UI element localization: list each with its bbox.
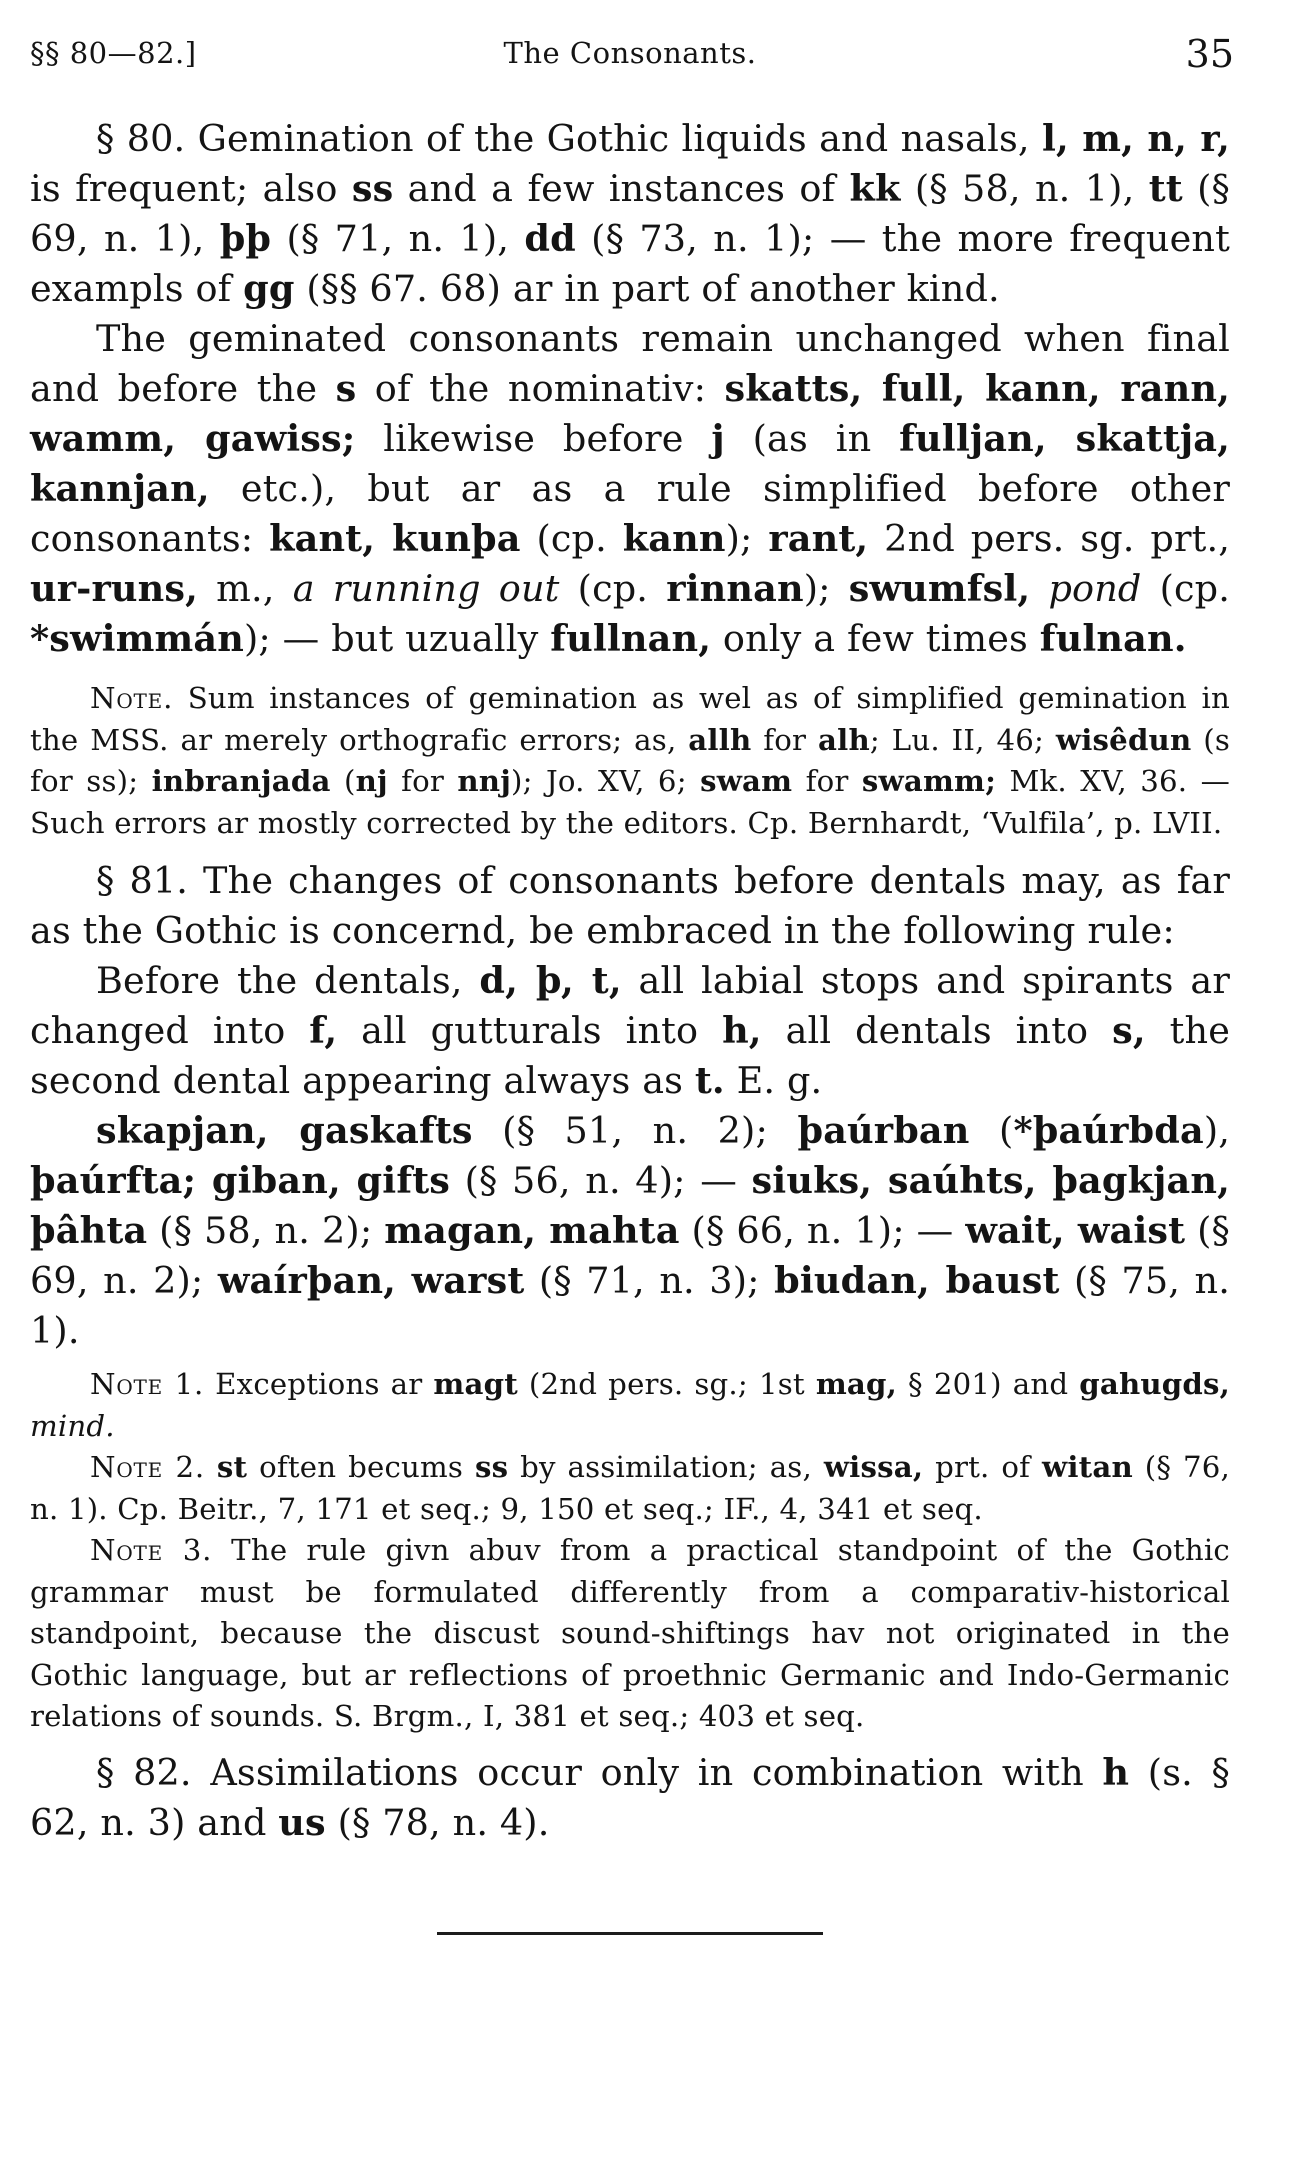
note-block-81: [30, 1364, 1230, 1738]
gothic-term: dd: [524, 217, 576, 260]
running-head: [30, 14, 1234, 76]
gothic-term: l, m, n, r,: [1041, 117, 1231, 160]
note-label: Note 3.: [90, 1533, 213, 1567]
gothic-term: s: [335, 367, 357, 410]
section-number: § 80.: [96, 117, 186, 160]
section-80-paragraph: § 80. Gemination of the Gothic liquids and nasals, l, m, n, r, is frequent; also ss and a few instances of kk (§ 58, n. 1), tt (§ 69, n. 1), þþ (§ 71, n. 1), dd (§ 73, n. 1); — the more frequent exampls of gg (§§ 67. 68) ar in part of another kind.: [30, 117, 1231, 310]
note-block-80: [30, 678, 1230, 844]
gothic-term: fulljan, skattja, kannjan,: [30, 417, 1230, 510]
gloss: a running out: [292, 567, 560, 610]
note-81-3: Note 3. The rule givn abuv from a practical standpoint of the Gothic grammar must be formulated differently from a comparativ-historical standpoint, because the discust sound-shiftings hav not originated in the Gothic language, but ar reflections of proethnic Germanic and Indo-Germanic relations of sounds. S. Brgm., I, 381 et seq.; 403 et seq.: [30, 1533, 1230, 1733]
note-80: Note. Sum instances of gemination as wel as of simplified gemination in the MSS. ar merely orthografic errors; as, allh for alh; Lu. II, 46; wisêdun (s for ss); inbranjada (nj for nnj); Jo. XV, 6; swam for swamm; Mk. XV, 36. — Such errors ar mostly corrected by the editors. Cp. Bernhardt, ‘Vulfila’, p. LVII.: [30, 681, 1231, 840]
note-label: Note.: [90, 681, 174, 715]
gothic-term: swumfsl,: [848, 567, 1031, 610]
dental-rule-paragraph: Before the dentals, d, þ, t, all labial stops and spirants ar changed into f, all gutturals into h, all dentals into s, the second dental appearing always as t. E. g.: [30, 959, 1230, 1102]
gothic-term: *swimmán: [30, 617, 245, 660]
gothic-term: skatts, full, kann, rann, wamm, gawiss;: [30, 367, 1230, 460]
gloss: pond: [1048, 567, 1142, 610]
section-82-paragraph: § 82. Assimilations occur only in combination with h (s. § 62, n. 3) and us (§ 78, n. 4).: [30, 1750, 1230, 1844]
gothic-term: þþ: [219, 217, 272, 260]
note-label: Note 1.: [90, 1367, 205, 1401]
gothic-term: j: [711, 417, 725, 460]
gothic-term: kann: [622, 517, 726, 560]
gothic-term: kant, kunþa: [269, 517, 521, 560]
running-title: The Consonants.: [503, 36, 757, 70]
note-label: Note 2.: [90, 1450, 205, 1484]
section-number: § 81.: [96, 859, 189, 902]
section-number: § 82.: [96, 1750, 192, 1794]
note-81-2: Note 2. st often becums ss by assimilation; as, wissa, prt. of witan (§ 76, n. 1). Cp. Beitr., 7, 171 et seq.; 9, 150 et seq.; IF., 4, 341 et seq.: [30, 1450, 1231, 1526]
gothic-term: rant,: [768, 517, 869, 560]
gothic-term: fulnan.: [1039, 617, 1187, 660]
gothic-term: tt: [1148, 167, 1183, 210]
geminated-consonants-paragraph: The geminated consonants remain unchanged when final and before the s of the nominativ: skatts, full, kann, rann, wamm, gawiss; likewise before j (as in fulljan, skattja, kannjan, etc.), but ar as a rule simplified before other consonants: kant, kunþa (cp. kann); rant, 2nd pers. sg. prt., ur-runs, m., a running out (cp. rinnan); swumfsl, pond (cp. *swimmán); — but uzually fullnan, only a few times fulnan.: [30, 317, 1231, 660]
gothic-term: ur-runs,: [30, 567, 199, 610]
end-rule-divider: [437, 1932, 823, 1935]
section-range: §§ 80—82.]: [30, 36, 197, 70]
gothic-term: gg: [243, 267, 295, 310]
gothic-term: ss: [351, 167, 394, 210]
page-number: 35: [1185, 32, 1234, 76]
gothic-term: rinnan: [666, 567, 804, 610]
section-81-paragraph: § 81. The changes of consonants before dentals may, as far as the Gothic is concernd, be embraced in the following rule:: [30, 859, 1230, 952]
note-81-1: Note 1. Exceptions ar magt (2nd pers. sg.; 1st mag, § 201) and gahugds, mind.: [30, 1367, 1231, 1443]
gothic-term: fullnan,: [550, 617, 712, 660]
gothic-term: kk: [849, 167, 901, 210]
examples-paragraph: skapjan, gaskafts (§ 51, n. 2); þaúrban (*þaúrbda), þaúrfta; giban, gifts (§ 56, n. 4); — siuks, saúhts, þagkjan, þâhta (§ 58, n. 2); magan, mahta (§ 66, n. 1); — wait, waist (§ 69, n. 2); waírþan, warst (§ 71, n. 3); biudan, baust (§ 75, n. 1).: [30, 1109, 1231, 1352]
